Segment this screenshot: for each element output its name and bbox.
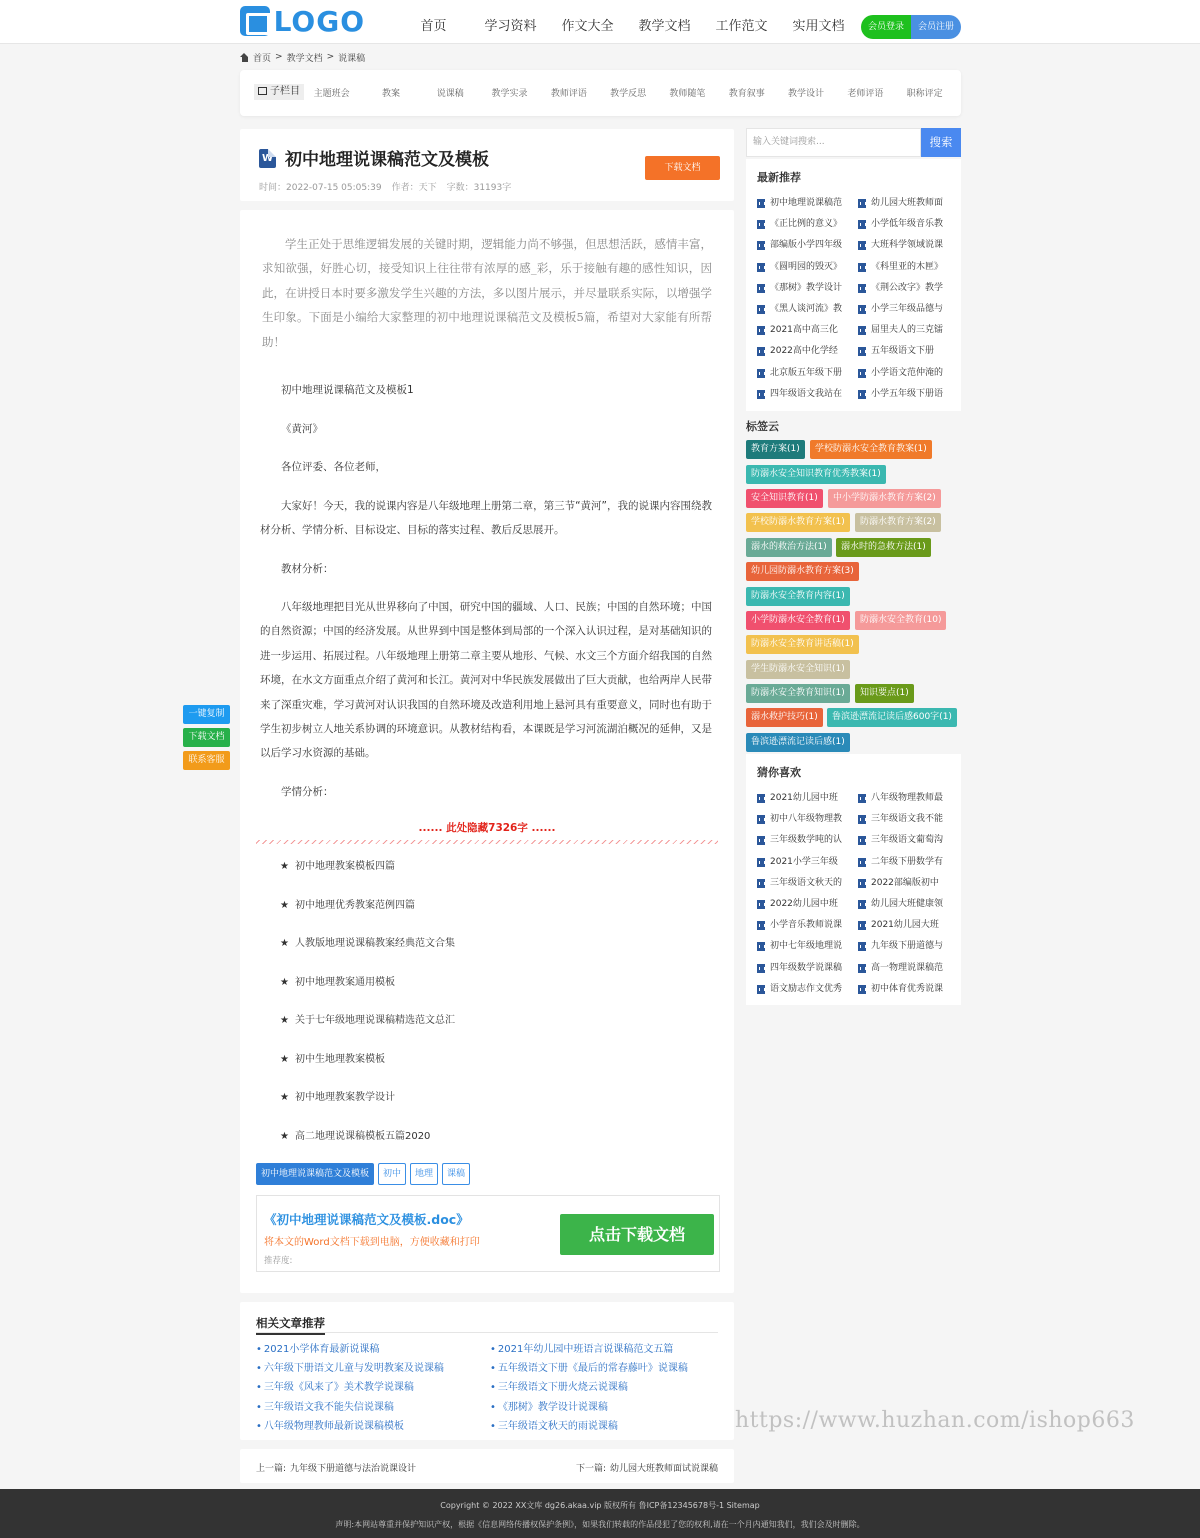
guess-grid: [757, 788, 959, 1000]
guess-item-label: 初中八年级物理教: [770, 814, 843, 825]
guess-item[interactable]: [858, 809, 959, 830]
guess-item-label: 小学音乐教师说课: [770, 920, 843, 931]
guess-item-label: 三年级语文我不能: [871, 814, 944, 825]
guess-item[interactable]: [858, 873, 959, 894]
paragraph: 初中地理说课稿范文及模板1: [281, 384, 414, 396]
word-doc-icon: [757, 326, 765, 335]
guess-item-label: 八年级物理教师最: [871, 793, 944, 804]
breadcrumb-current[interactable]: 说课稿: [338, 53, 366, 64]
word-doc-icon: [858, 284, 866, 293]
list-item[interactable]: ★ 初中生地理教案模板: [280, 1049, 455, 1088]
nav-practical[interactable]: 实用文档: [792, 19, 845, 34]
guess-item[interactable]: [757, 915, 858, 936]
sub-category-nav: [240, 70, 961, 116]
meta-time: 时间：2022-07-15 05:05:39: [259, 183, 382, 193]
meta-words: 字数：31193字: [446, 183, 512, 193]
latest-item-label: 幼儿园大班教师面: [871, 198, 944, 209]
tag[interactable]: 地理: [410, 1163, 438, 1185]
breadcrumb-category[interactable]: 教学文档: [286, 53, 323, 64]
word-doc-icon: [858, 390, 866, 399]
word-doc-icon: [757, 263, 765, 272]
guess-item-label: 幼儿园大班健康领: [871, 899, 944, 910]
latest-item-label: 北京版五年级下册: [770, 367, 843, 378]
login-button[interactable]: 会员登录: [861, 15, 911, 39]
site-logo[interactable]: [240, 5, 365, 37]
nav-essay[interactable]: 作文大全: [561, 19, 614, 34]
word-doc-icon: [757, 921, 765, 930]
guess-item-label: 高一物理说课稿范: [871, 962, 944, 973]
subnav-item[interactable]: 老师评语: [847, 89, 884, 99]
guess-item-label: 2021幼儿园中班: [770, 793, 838, 804]
breadcrumb-home[interactable]: 首页: [253, 53, 272, 64]
guess-item-label: 九年级下册道德与: [871, 941, 944, 952]
latest-item-label: 大班科学领域说课: [871, 240, 944, 251]
latest-item[interactable]: [858, 235, 959, 256]
word-doc-icon: [858, 241, 866, 250]
cloud-tag[interactable]: 防溺水安全知识教育优秀教案(1): [746, 465, 886, 484]
guess-item[interactable]: [757, 873, 858, 894]
main-nav: [395, 0, 857, 44]
word-doc-icon: [858, 263, 866, 272]
paragraph: 《黄河》: [281, 423, 323, 435]
prev-article[interactable]: [256, 1461, 416, 1474]
guess-item[interactable]: [757, 958, 858, 979]
latest-title: 最新推荐: [757, 171, 801, 184]
search-button[interactable]: 搜索: [921, 128, 961, 157]
site-footer: [0, 1489, 1200, 1538]
tagcloud-title: 标签云: [746, 420, 779, 433]
latest-item[interactable]: [858, 341, 959, 362]
article-intro: 学生正处于思维逻辑发展的关键时期，逻辑能力尚不够强，但思想活跃，感情丰富，求知欲强，好胜心切，接受知识上往往带有浓厚的感_彩，乐于接触有趣的感性知识，因此，在讲授日本时要多激发学生兴趣的方法，多以图片展示，并尽量联系实际，以增强学生印象。下面是小编给大家整理的初中地理说课稿范文及模板5篇，希望对大家能有所帮助！: [262, 237, 712, 349]
search-input[interactable]: 输入关键词搜索...: [746, 128, 921, 157]
guess-item-label: 三年级语文秋天的: [770, 877, 843, 888]
word-doc-icon: [757, 284, 765, 293]
guess-item-label: 四年级数学说课稿: [770, 962, 843, 973]
paragraph: 各位评委、各位老师，: [281, 461, 386, 473]
latest-item[interactable]: [858, 320, 959, 341]
cloud-tag[interactable]: 溺水救护技巧(1): [746, 708, 823, 727]
latest-item[interactable]: [757, 257, 858, 278]
latest-item-label: 初中地理说课稿范: [770, 198, 843, 209]
word-doc-icon: [858, 326, 866, 335]
related-link[interactable]: • 三年级语文我不能失信说课稿: [256, 1398, 444, 1417]
word-doc-icon: W: [259, 149, 276, 168]
prev-title[interactable]: 九年级下册道德与法治说课设计: [290, 1464, 417, 1474]
related-articles: [240, 1302, 734, 1440]
next-title[interactable]: 幼儿园大班教师面试说课稿: [609, 1464, 718, 1474]
guess-item[interactable]: [757, 809, 858, 830]
related-link[interactable]: • 三年级《风来了》美术教学说课稿: [256, 1378, 444, 1397]
tag[interactable]: 课稿: [442, 1163, 470, 1185]
float-download-button[interactable]: 下载文档: [183, 728, 230, 747]
word-doc-icon: [757, 241, 765, 250]
nav-home[interactable]: 首页: [420, 19, 447, 34]
subnav-item[interactable]: 教育叙事: [728, 89, 765, 99]
logo-text: LOGO: [273, 4, 365, 38]
subnav-items: [302, 86, 954, 99]
subnav-item[interactable]: 说课稿: [436, 89, 464, 99]
prev-next-nav: [240, 1449, 734, 1483]
article-title: 初中地理说课稿范文及模板: [285, 150, 489, 170]
watermark: https://www.huzhan.com/ishop663: [735, 1408, 1135, 1433]
tag[interactable]: 初中: [378, 1163, 406, 1185]
recommended-list: [280, 856, 455, 1164]
word-doc-icon: [757, 985, 765, 994]
guess-item[interactable]: [858, 958, 959, 979]
word-doc-icon: [858, 858, 866, 867]
guess-item-label: 2021幼儿园大班: [871, 920, 939, 931]
latest-item[interactable]: [757, 320, 858, 341]
word-doc-icon: [858, 305, 866, 314]
article-meta: [259, 180, 511, 193]
guess-item-label: 2021小学三年级: [770, 856, 838, 867]
download-box-rating: 推荐度:: [264, 1256, 293, 1266]
hidden-content-notice[interactable]: ...... 此处隐藏7326字 ......: [256, 820, 718, 840]
latest-item[interactable]: [757, 193, 858, 214]
latest-item-label: 《那树》教学设计: [770, 282, 843, 293]
nav-teaching[interactable]: 教学文档: [638, 19, 691, 34]
latest-item[interactable]: [757, 384, 858, 405]
related-column-right: [490, 1340, 688, 1436]
guess-item[interactable]: [757, 852, 858, 873]
footer-disclaimer: 声明:本网站尊重并保护知识产权，根据《信息网络传播权保护条例》，如果我们转载的作品侵犯了您的权利,请在一个月内通知我们，我们会及时删除。: [335, 1520, 865, 1529]
guess-item[interactable]: [757, 788, 858, 809]
breadcrumb: [240, 51, 365, 63]
guess-item-label: 初中体育优秀说课: [871, 983, 944, 994]
guess-item[interactable]: [858, 894, 959, 915]
cloud-tag[interactable]: 防溺水教育方案(2): [855, 513, 941, 532]
guess-item[interactable]: [757, 979, 858, 1000]
guess-item[interactable]: [858, 915, 959, 936]
word-doc-icon: [757, 900, 765, 909]
latest-item[interactable]: [757, 214, 858, 235]
paragraph: 八年级地理把目光从世界移向了中国，研究中国的疆域、人口、民族；中国的自然环境；中国的自然资源；中国的经济发展。从世界到中国是整体到局部的一个深入认识过程，是对基础知识的进一步运用、拓展过程。八年级地理上册第二章主要从地形、气候、水文三个方面介绍我国的自然环境，在水文方面重点介绍了黄河和长江。黄河对中华民族发展做出了巨大贡献，也给两岸人民带来了深重灾难，学习黄河对认识我国的自然环境及改造利用地上悬河具有重要意义，同时也有助于学生初步树立人地关系协调的环境意识。从教材结构看，本课既是学习河流湖泊概况的延伸，又是以后学习水资源的基础。: [260, 601, 712, 760]
word-doc-icon: [757, 390, 765, 399]
guess-item[interactable]: [757, 830, 858, 851]
guess-item-label: 二年级下册数学有: [871, 856, 944, 867]
word-doc-icon: [757, 836, 765, 845]
word-doc-icon: [757, 879, 765, 888]
cloud-tag[interactable]: 小学防溺水安全教育(1): [746, 611, 850, 630]
latest-item[interactable]: [757, 299, 858, 320]
meta-author: 作者：天下: [391, 183, 437, 193]
word-doc-icon: [858, 347, 866, 356]
latest-item-label: 小学三年级品德与: [871, 304, 944, 315]
next-label: 下一篇:: [575, 1464, 606, 1474]
latest-item[interactable]: [858, 214, 959, 235]
logo-icon: [240, 6, 270, 36]
cloud-tag[interactable]: 学校防溺水安全教育教案(1): [810, 440, 932, 459]
cloud-tag[interactable]: 教育方案(1): [746, 440, 805, 459]
latest-item-label: 《圆明园的毁灭》: [770, 261, 843, 272]
latest-item[interactable]: [757, 341, 858, 362]
list-item[interactable]: ★ 人教版地理说课稿教案经典范文合集: [280, 933, 455, 972]
cloud-tag[interactable]: 中小学防溺水教育方案(2): [828, 489, 941, 508]
footer-copyright: Copyright © 2022 XX文库 dg26.akaa.vip 版权所有 鲁ICP备12345678号-1 Sitemap: [440, 1501, 760, 1510]
latest-item[interactable]: [757, 363, 858, 384]
list-item[interactable]: ★ 初中地理教案模板四篇: [280, 856, 455, 895]
latest-item-label: 部编版小学四年级: [770, 240, 843, 251]
latest-item-label: 四年级语文我站在: [770, 388, 843, 399]
paragraph: 教材分析：: [281, 563, 334, 575]
guess-item-label: 三年级语文葡萄沟: [871, 835, 944, 846]
word-doc-icon: [858, 794, 866, 803]
subnav-item[interactable]: 教学实录: [491, 89, 528, 99]
register-button[interactable]: 会员注册: [911, 15, 961, 39]
list-item[interactable]: ★ 高二地理说课稿模板五篇2020: [280, 1126, 455, 1165]
latest-item-label: 屈里夫人的三克镭: [871, 325, 944, 336]
nav-study[interactable]: 学习资料: [484, 19, 537, 34]
guess-item-label: 2022部编版初中: [871, 877, 939, 888]
cloud-tag[interactable]: 学生防溺水安全知识(1): [746, 660, 850, 679]
word-doc-icon: [757, 942, 765, 951]
guess-item[interactable]: [757, 894, 858, 915]
guess-item[interactable]: [858, 852, 959, 873]
contact-support-button[interactable]: 联系客服: [183, 751, 230, 770]
download-doc-button[interactable]: 下载文档: [645, 156, 720, 180]
list-item[interactable]: ★ 初中地理教案通用模板: [280, 972, 455, 1011]
divider: [256, 1332, 718, 1333]
word-doc-icon: [757, 815, 765, 824]
word-doc-icon: [858, 900, 866, 909]
latest-recommend: [746, 159, 961, 411]
paragraph: 大家好！今天，我的说课内容是八年级地理上册第二章，第三节“黄河”，我的说课内容围绕教材分析、学情分析、目标设定、目标的落实过程、教后反思展开。: [260, 500, 712, 537]
related-link[interactable]: • 八年级物理教师最新说课稿模板: [256, 1417, 444, 1436]
cloud-tag[interactable]: 防溺水安全教育讲话稿(1): [746, 635, 859, 654]
latest-item[interactable]: [858, 193, 959, 214]
copy-button[interactable]: 一键复制: [183, 705, 230, 724]
latest-item-label: 《荆公改字》教学: [871, 282, 944, 293]
latest-item-label: 《正比例的意义》: [770, 219, 843, 230]
cloud-tag[interactable]: 鲁滨逊漂流记读后感(1): [746, 733, 850, 752]
subnav-title: 子栏目: [254, 84, 304, 100]
nav-work[interactable]: 工作范文: [715, 19, 768, 34]
list-item[interactable]: ★ 初中地理优秀教案范例四篇: [280, 895, 455, 934]
word-doc-icon: [858, 964, 866, 973]
guess-item[interactable]: [858, 830, 959, 851]
word-doc-icon: [858, 220, 866, 229]
guess-you-like: [746, 754, 961, 1005]
latest-item[interactable]: [858, 363, 959, 384]
subnav-item[interactable]: 教师评语: [550, 89, 587, 99]
download-box: [256, 1195, 720, 1272]
list-item[interactable]: ★ 初中地理教案教学设计: [280, 1087, 455, 1126]
cloud-tag[interactable]: 溺水时的急救方法(1): [836, 538, 931, 557]
guess-item[interactable]: [757, 936, 858, 957]
latest-item[interactable]: [858, 278, 959, 299]
word-doc-icon: [757, 305, 765, 314]
click-download-button[interactable]: 点击下载文档: [560, 1214, 714, 1255]
download-box-title: 《初中地理说课稿范文及模板.doc》: [264, 1212, 469, 1227]
word-doc-icon: [858, 836, 866, 845]
prev-label: 上一篇:: [256, 1464, 287, 1474]
download-box-subtitle: 将本文的Word文档下载到电脑，方便收藏和打印: [264, 1237, 480, 1248]
related-link[interactable]: • 六年级下册语文儿童与发明教案及说课稿: [256, 1359, 444, 1378]
guess-item[interactable]: [858, 788, 959, 809]
subnav-item[interactable]: 主题班会: [313, 89, 350, 99]
word-doc-icon: [858, 815, 866, 824]
cloud-tag[interactable]: 安全知识教育(1): [746, 489, 823, 508]
subnav-item[interactable]: 教学反思: [610, 89, 647, 99]
latest-item-label: 2021高中高三化: [770, 325, 838, 336]
word-doc-icon: [757, 964, 765, 973]
subnav-item[interactable]: 教师随笔: [669, 89, 706, 99]
article-content: [240, 210, 734, 1293]
cloud-tag[interactable]: 防溺水安全教育知识(1): [746, 684, 850, 703]
word-doc-icon: [858, 921, 866, 930]
word-doc-icon: [757, 347, 765, 356]
word-doc-icon: [858, 879, 866, 888]
cloud-tag[interactable]: 溺水的救治方法(1): [746, 538, 832, 557]
latest-item[interactable]: [858, 299, 959, 320]
word-doc-icon: [858, 985, 866, 994]
latest-item-label: 五年级语文下册: [871, 346, 935, 357]
latest-grid: [757, 193, 959, 405]
cloud-tag[interactable]: 鲁滨逊漂流记读后感600字(1): [827, 708, 957, 727]
latest-item-label: 小学语文范仲淹的: [871, 367, 944, 378]
home-icon: [240, 53, 249, 62]
word-doc-icon: [757, 794, 765, 803]
word-doc-icon: [757, 369, 765, 378]
site-header: [0, 0, 1200, 44]
latest-item-label: 小学低年级音乐教: [871, 219, 944, 230]
cloud-tag[interactable]: 防溺水安全教育(10): [855, 611, 946, 630]
latest-item[interactable]: [757, 278, 858, 299]
word-doc-icon: [757, 199, 765, 208]
subnav-item[interactable]: 职称评定: [906, 89, 943, 99]
word-doc-icon: [858, 369, 866, 378]
breadcrumb-separator: >: [326, 52, 335, 62]
cloud-tag[interactable]: 学校防溺水教育方案(1): [746, 513, 850, 532]
latest-item[interactable]: [858, 384, 959, 405]
latest-item[interactable]: [757, 235, 858, 256]
paragraph: 学情分析：: [281, 786, 334, 798]
latest-item-label: 《黑人谈河流》教: [770, 304, 843, 315]
guess-item-label: 语文励志作文优秀: [770, 983, 843, 994]
guess-item[interactable]: [858, 979, 959, 1000]
subnav-item[interactable]: 教学设计: [788, 89, 825, 99]
related-link[interactable]: • 《那树》教学设计说课稿: [490, 1398, 688, 1417]
latest-item-label: 小学五年级下册语: [871, 388, 944, 399]
article-header: [240, 129, 734, 201]
word-doc-icon: [858, 199, 866, 208]
cloud-tag[interactable]: 知识要点(1): [855, 684, 914, 703]
tag[interactable]: 初中地理说课稿范文及模板: [256, 1163, 374, 1185]
related-link[interactable]: • 2021年幼儿园中班语言说课稿范文五篇: [490, 1340, 688, 1359]
guess-item[interactable]: [858, 936, 959, 957]
cloud-tag[interactable]: 防溺水安全教育内容(1): [746, 587, 850, 606]
guess-item-label: 2022幼儿园中班: [770, 899, 838, 910]
breadcrumb-separator: >: [275, 52, 283, 62]
latest-item-label: 《科里亚的木匣》: [871, 261, 944, 272]
article-tags: [256, 1163, 470, 1185]
list-item[interactable]: ★ 关于七年级地理说课稿精选范文总汇: [280, 1010, 455, 1049]
related-column-left: [256, 1340, 444, 1436]
word-doc-icon: [757, 858, 765, 867]
related-link[interactable]: • 三年级语文秋天的雨说课稿: [490, 1417, 688, 1436]
related-link[interactable]: • 2021小学体育最新说课稿: [256, 1340, 444, 1359]
related-link[interactable]: • 五年级语文下册《最后的常春藤叶》说课稿: [490, 1359, 688, 1378]
guess-item-label: 初中七年级地理说: [770, 941, 843, 952]
latest-item[interactable]: [858, 257, 959, 278]
related-title: 相关文章推荐: [256, 1315, 325, 1335]
guess-title: 猜你喜欢: [757, 766, 801, 779]
latest-item-label: 2022高中化学经: [770, 346, 838, 357]
next-article[interactable]: [576, 1461, 718, 1474]
subnav-item[interactable]: 教案: [381, 89, 400, 99]
cloud-tag[interactable]: 幼儿园防溺水教育方案(3): [746, 562, 859, 581]
related-link[interactable]: • 三年级语文下册火烧云说课稿: [490, 1378, 688, 1397]
word-doc-icon: [858, 942, 866, 951]
word-doc-icon: [757, 220, 765, 229]
guess-item-label: 三年级数学吨的认: [770, 835, 843, 846]
